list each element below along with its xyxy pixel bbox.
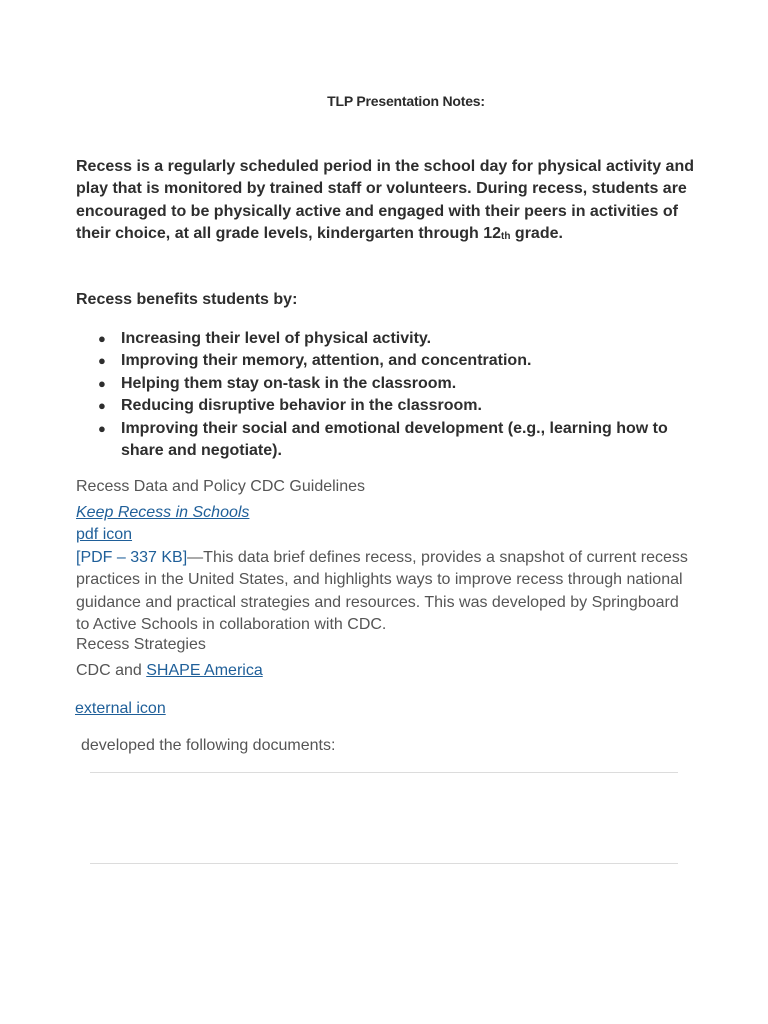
pdf-icon-row [76,526,132,544]
bullet-icon: ● [98,420,106,436]
intro-superscript: th [501,231,511,243]
benefits-heading: Recess benefits students by: [76,291,298,308]
list-item [76,350,696,372]
resource-description [76,547,696,637]
developed-documents-text: developed the following documents: [81,737,336,754]
list-item [76,328,696,350]
bullet-icon: ● [98,375,106,391]
intro-tail: grade. [510,225,563,243]
shape-america-link[interactable]: SHAPE America [146,662,263,679]
list-item [76,373,696,395]
bullet-icon: ● [98,331,106,346]
page-title: TLP Presentation Notes: [327,93,485,109]
benefits-list [76,328,696,462]
cdc-shape-row [76,662,263,680]
list-item-text: Reducing disruptive behavior in the classroom. [121,397,482,415]
list-item [76,395,696,417]
pdf-size-label: [PDF – 337 KB] [76,549,188,566]
keep-recess-row [76,504,249,522]
divider [90,863,678,864]
bullet-icon: ● [98,353,106,369]
intro-paragraph [76,156,706,249]
divider [90,772,678,773]
bullet-icon: ● [98,398,106,414]
section-heading-cdc-guidelines: Recess Data and Policy CDC Guidelines [76,478,366,495]
list-item-text: Increasing their level of physical activity. [121,330,432,347]
list-item-text: Improving their memory, attention, and concentration. [121,352,532,370]
cdc-and-text: CDC and [76,662,147,679]
list-item-text: Helping them stay on-task in the classroom. [121,374,457,392]
intro-text: Recess is a regularly scheduled period in the school day for physical activity and play that is monitored by trained staff or volunteers. During recess, students are encouraged to be physically active and engaged with their peers in activities of their choice, at all grade levels, kindergarten through 12 [76,158,694,243]
pdf-icon[interactable]: pdf icon [76,526,133,543]
list-item-text: Improving their social and emotional development (e.g., learning how to share and negotiate). [121,419,668,460]
keep-recess-link[interactable]: Keep Recess in Schools [76,504,250,521]
list-item [76,418,696,463]
recess-strategies-heading: Recess Strategies [76,636,206,653]
external-icon[interactable]: external icon [75,700,166,717]
external-icon-row [75,700,166,718]
description-text: —This data brief defines recess, provides a snapshot of current recess practices in the United States, and highlights ways to improve recess through national guidance and practical strategies and resources. This was developed by Springboard to Active Schools in collaboration with CDC. [76,549,688,634]
